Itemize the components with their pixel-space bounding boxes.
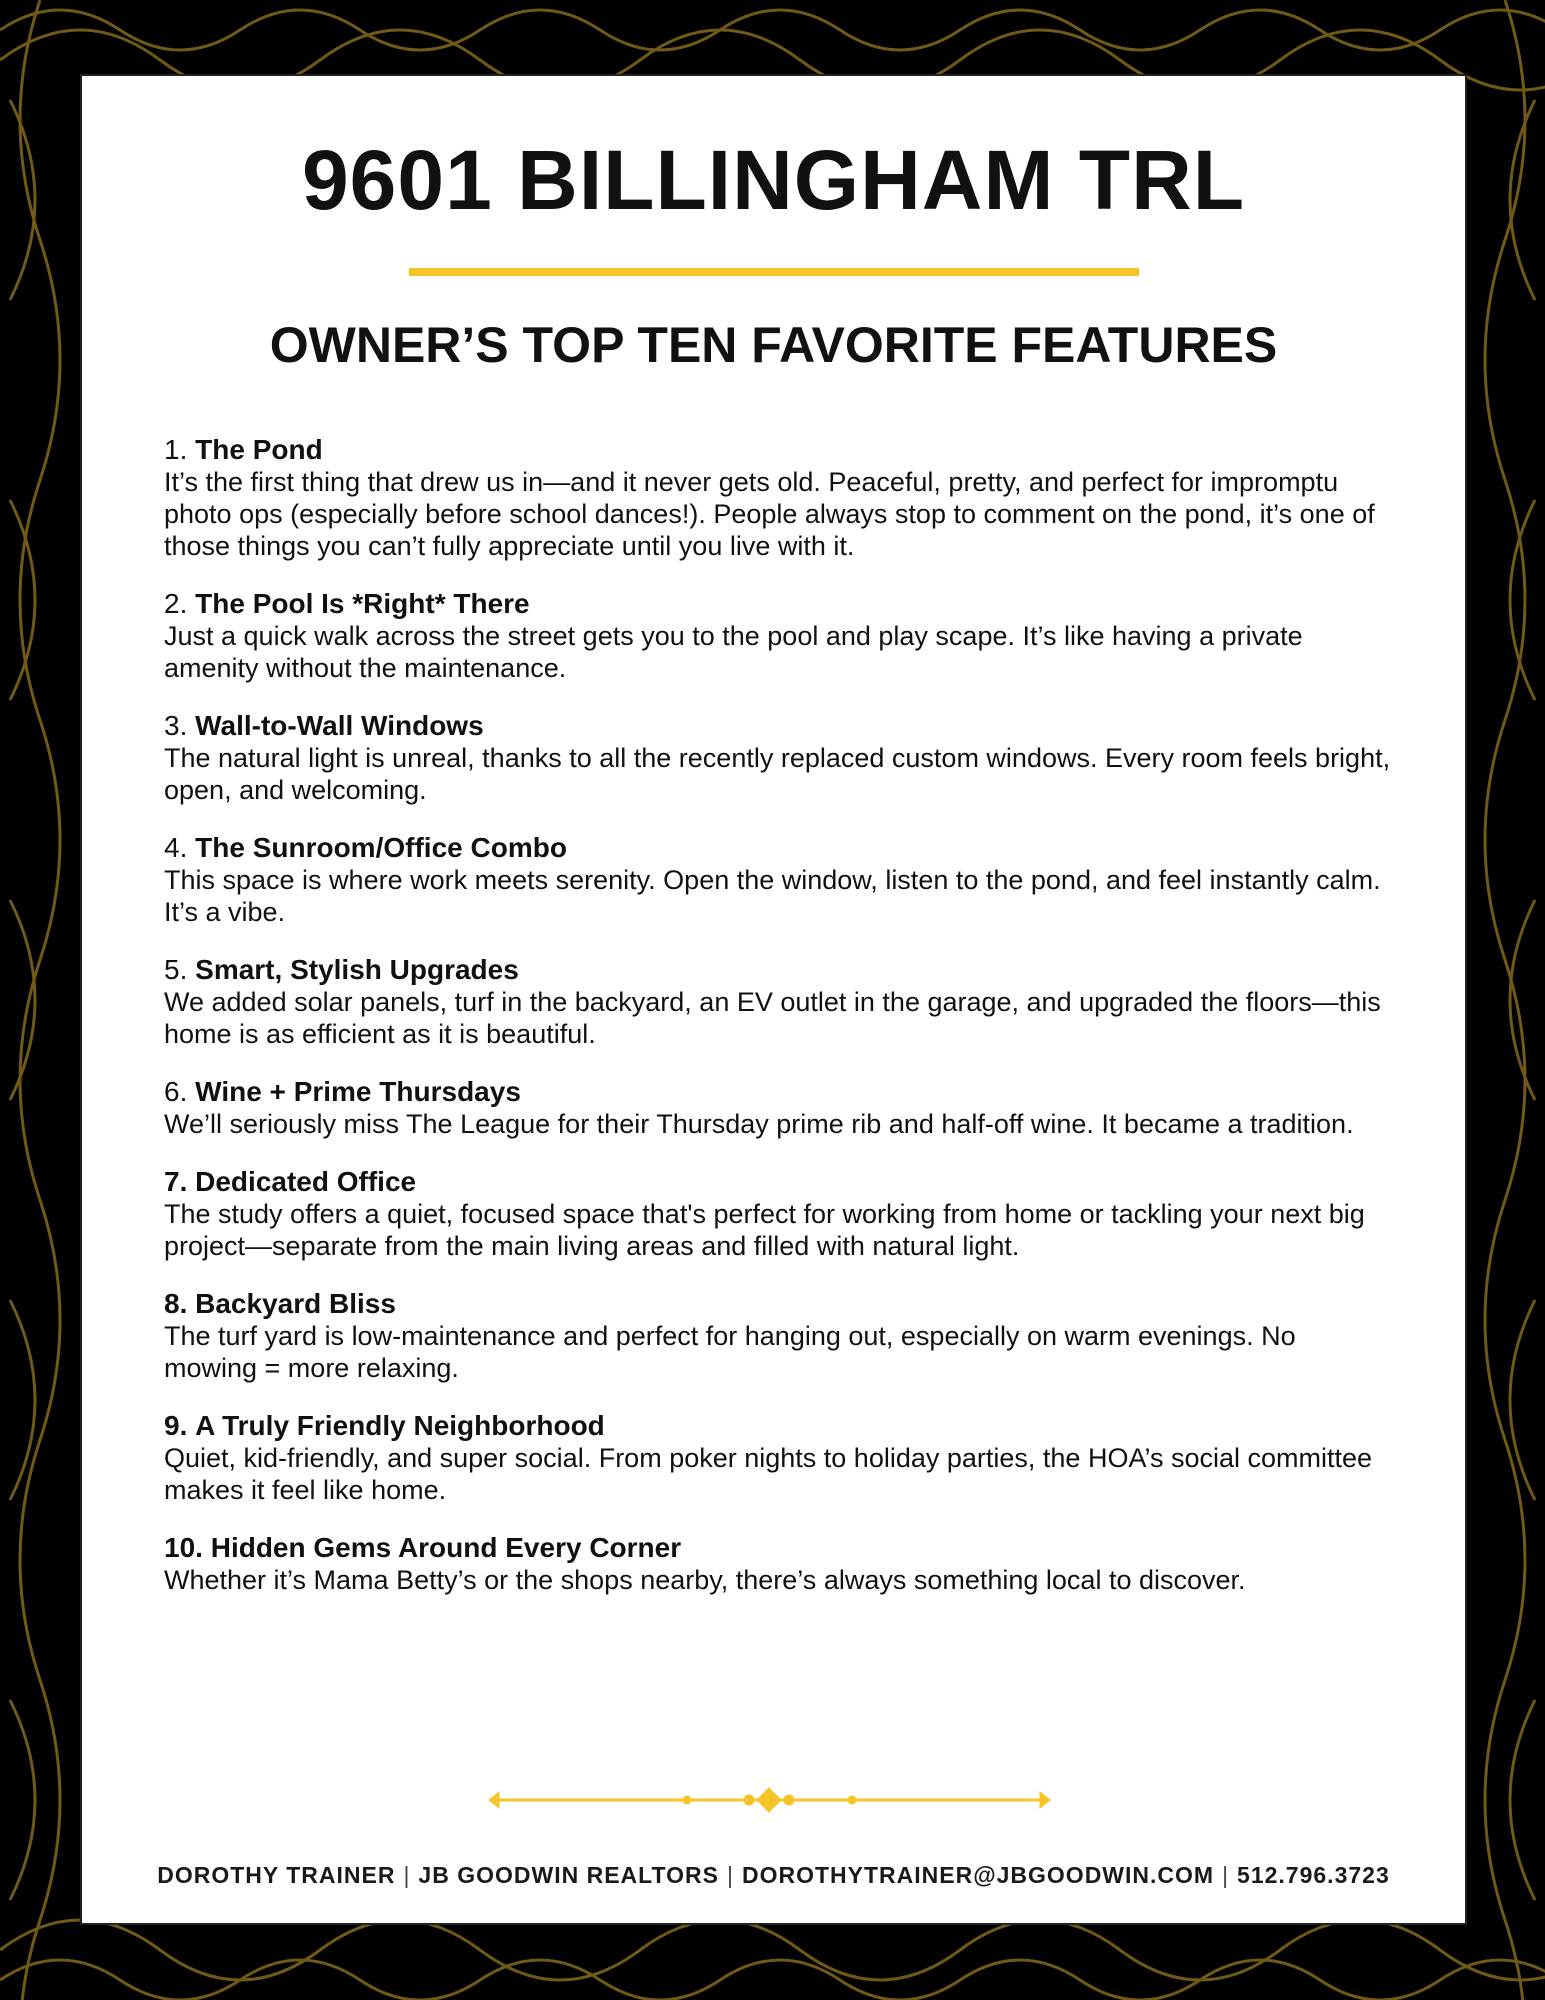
feature-item bbox=[164, 1532, 1394, 1596]
feature-title: The Pond bbox=[195, 434, 323, 465]
feature-number: 6. bbox=[164, 1076, 188, 1107]
feature-number: 3. bbox=[164, 710, 188, 741]
feature-item bbox=[164, 434, 1394, 562]
feature-item bbox=[164, 1410, 1394, 1506]
feature-title: Dedicated Office bbox=[195, 1166, 417, 1197]
feature-number: 9. bbox=[164, 1410, 188, 1441]
feature-title: Hidden Gems Around Every Corner bbox=[210, 1532, 682, 1563]
feature-item bbox=[164, 1288, 1394, 1384]
property-address: 9601 BILLINGHAM TRL bbox=[301, 133, 1246, 227]
footer-separator: | bbox=[1222, 1862, 1230, 1888]
feature-description: This space is where work meets serenity. Open the window, listen to the pond, and feel instantly calm. It’s a vibe. bbox=[164, 865, 1381, 927]
feature-description: We added solar panels, turf in the backyard, an EV outlet in the garage, and upgraded the floors—this home is as efficient as it is beautiful. bbox=[164, 987, 1381, 1049]
feature-list bbox=[164, 434, 1394, 1622]
feature-title: Backyard Bliss bbox=[195, 1288, 396, 1319]
feature-number: 8. bbox=[164, 1288, 188, 1319]
footer-separator: | bbox=[726, 1862, 734, 1888]
feature-title: The Pool Is *Right* There bbox=[195, 588, 530, 619]
feature-item bbox=[164, 710, 1394, 806]
brokerage-name: JB GOODWIN REALTORS bbox=[418, 1862, 719, 1888]
feature-number: 2. bbox=[164, 588, 188, 619]
feature-item bbox=[164, 1076, 1394, 1140]
feature-item bbox=[164, 954, 1394, 1050]
agent-contact-footer bbox=[82, 1862, 1465, 1889]
feature-number: 7. bbox=[164, 1166, 188, 1197]
feature-description: The natural light is unreal, thanks to all the recently replaced custom windows. Every room feels bright, open, and welcoming. bbox=[164, 743, 1391, 805]
feature-number: 5. bbox=[164, 954, 188, 985]
feature-description: Whether it’s Mama Betty’s or the shops nearby, there’s always something local to discover. bbox=[164, 1565, 1246, 1595]
flyer-card bbox=[80, 74, 1467, 1925]
feature-description: It’s the first thing that drew us in—and it never gets old. Peaceful, pretty, and perfect for impromptu photo ops (especially before school dances!). People always stop to comment on the pond, it’s one of those things you can’t fully appreciate until you live with it. bbox=[164, 467, 1375, 561]
feature-number: 4. bbox=[164, 832, 188, 863]
feature-description: The turf yard is low-maintenance and perfect for hanging out, especially on warm evenings. No mowing = more relaxing. bbox=[164, 1321, 1296, 1383]
feature-description: Just a quick walk across the street gets you to the pool and play scape. It’s like having a private amenity without the maintenance. bbox=[164, 621, 1303, 683]
ornamental-divider-icon bbox=[487, 1782, 1052, 1818]
features-heading: OWNER’S TOP TEN FAVORITE FEATURES bbox=[269, 317, 1278, 373]
agent-phone-link[interactable]: 512.796.3723 bbox=[1237, 1862, 1390, 1888]
agent-email-link[interactable]: DOROTHYTRAINER@JBGOODWIN.COM bbox=[741, 1862, 1215, 1888]
feature-description: Quiet, kid-friendly, and super social. From poker nights to holiday parties, the HOA’s social committee makes it feel like home. bbox=[164, 1443, 1373, 1505]
feature-title: Smart, Stylish Upgrades bbox=[195, 954, 519, 985]
feature-description: We’ll seriously miss The League for their Thursday prime rib and half-off wine. It became a tradition. bbox=[164, 1109, 1354, 1139]
feature-title: A Truly Friendly Neighborhood bbox=[195, 1410, 605, 1441]
agent-name: DOROTHY TRAINER bbox=[157, 1862, 396, 1888]
feature-item bbox=[164, 588, 1394, 684]
accent-divider bbox=[409, 268, 1139, 276]
feature-item bbox=[164, 832, 1394, 928]
feature-number: 1. bbox=[164, 434, 188, 465]
feature-title: The Sunroom/Office Combo bbox=[195, 832, 567, 863]
footer-separator: | bbox=[403, 1862, 411, 1888]
feature-title: Wine + Prime Thursdays bbox=[195, 1076, 521, 1107]
feature-number: 10. bbox=[164, 1532, 203, 1563]
feature-item bbox=[164, 1166, 1394, 1262]
feature-title: Wall-to-Wall Windows bbox=[195, 710, 484, 741]
feature-description: The study offers a quiet, focused space that's perfect for working from home or tackling your next big project—separate from the main living areas and filled with natural light. bbox=[164, 1199, 1365, 1261]
